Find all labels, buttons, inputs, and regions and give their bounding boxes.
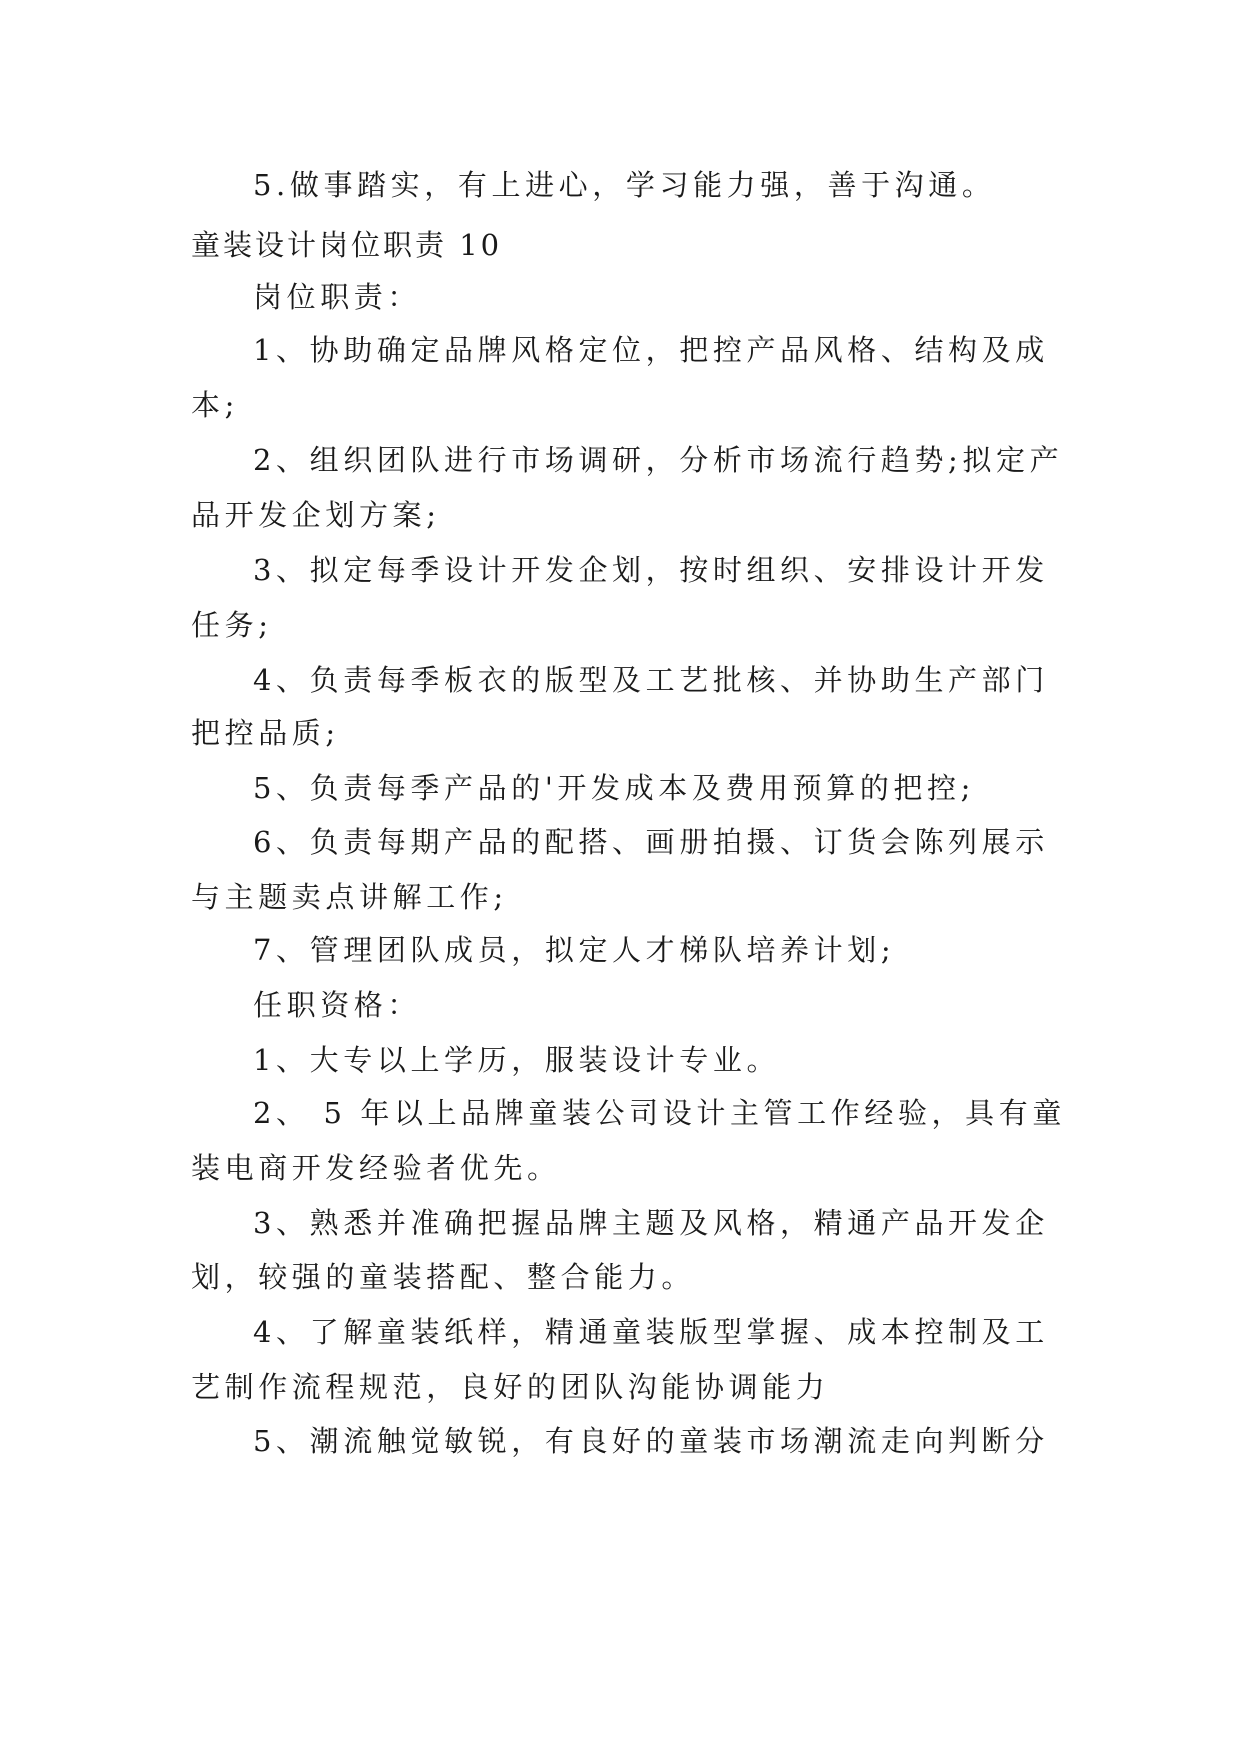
- paragraph-line: 4、负责每季板衣的版型及工艺批核、并协助生产部门: [253, 663, 1049, 697]
- paragraph-line: 2、组织团队进行市场调研，分析市场流行趋势;拟定产: [253, 443, 1064, 477]
- section-heading: 童装设计岗位职责 10: [191, 228, 503, 262]
- paragraph-line: 2、 5 年以上品牌童装公司设计主管工作经验，具有童: [253, 1096, 1066, 1130]
- paragraph-line: 5、潮流触觉敏锐，有良好的童装市场潮流走向判断分: [253, 1424, 1049, 1458]
- paragraph-line: 本;: [191, 388, 239, 422]
- paragraph-line: 1、协助确定品牌风格定位，把控产品风格、结构及成: [253, 333, 1049, 367]
- paragraph-line: 6、负责每期产品的配搭、画册拍摄、订货会陈列展示: [253, 825, 1049, 859]
- paragraph-line: 5.做事踏实，有上进心，学习能力强，善于沟通。: [253, 168, 996, 202]
- paragraph-line: 与主题卖点讲解工作;: [191, 880, 508, 914]
- paragraph-line: 品开发企划方案;: [191, 498, 441, 532]
- subheading-duties: 岗位职责：: [253, 280, 422, 314]
- subheading-qualifications: 任职资格：: [253, 988, 422, 1022]
- paragraph-line: 任务;: [191, 608, 273, 642]
- paragraph-line: 3、拟定每季设计开发企划，按时组织、安排设计开发: [253, 553, 1049, 587]
- paragraph-line: 艺制作流程规范，良好的团队沟能协调能力: [191, 1370, 830, 1404]
- paragraph-line: 7、管理团队成员，拟定人才梯队培养计划;: [253, 933, 896, 967]
- paragraph-line: 4、了解童装纸样，精通童装版型掌握、成本控制及工: [253, 1315, 1049, 1349]
- paragraph-line: 划，较强的童装搭配、整合能力。: [191, 1260, 696, 1294]
- paragraph-line: 把控品质;: [191, 716, 340, 750]
- paragraph-line: 装电商开发经验者优先。: [191, 1151, 561, 1185]
- paragraph-line: 3、熟悉并准确把握品牌主题及风格，精通产品开发企: [253, 1206, 1049, 1240]
- paragraph-line: 1、大专以上学历，服装设计专业。: [253, 1043, 781, 1077]
- paragraph-line: 5、负责每季产品的'开发成本及费用预算的把控;: [253, 771, 975, 805]
